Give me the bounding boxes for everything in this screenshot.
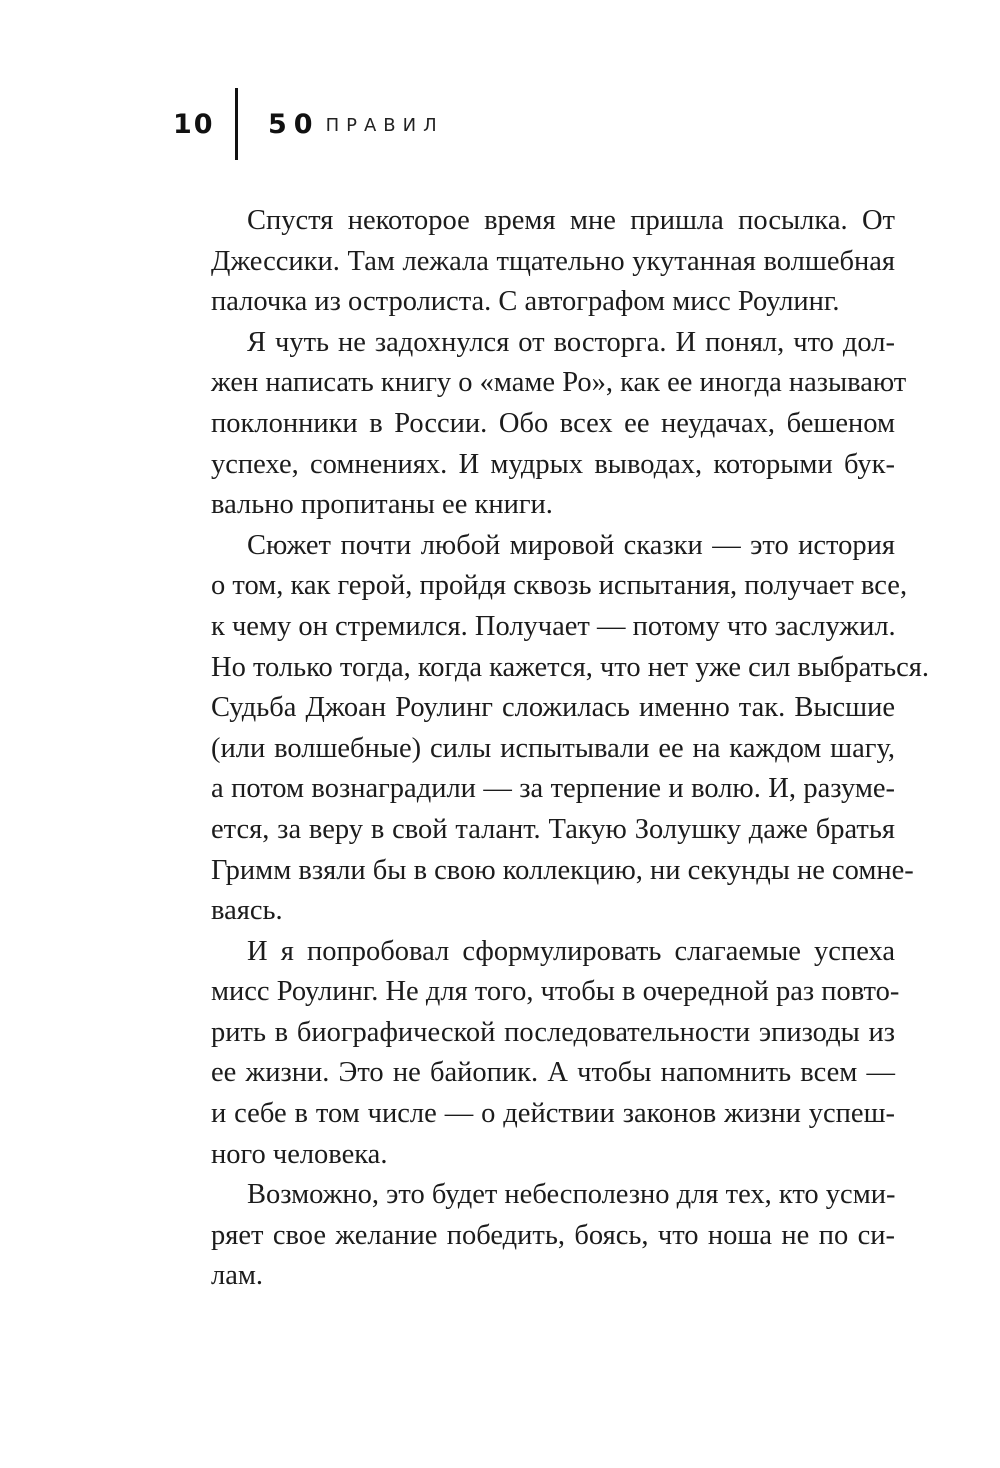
running-head (173, 88, 444, 160)
text-line: к чему он стремился. Получает — потому что заслужил. (211, 610, 896, 642)
text-line: о том, как герой, пройдя сквозь испытания, получает все, (211, 570, 908, 602)
text-line: жен написать книгу о «маме Ро», как ее иногда называют (211, 367, 907, 399)
text-line: вально пропитаны ее книги. (211, 489, 553, 521)
paragraph-3 (175, 526, 930, 932)
text-line: палочка из остролиста. С автографом мисс Роулинг. (211, 286, 840, 318)
text-line: Гримм взяли бы в свою коллекцию, ни секунды не сомне- (211, 854, 914, 886)
paragraph-2 (175, 323, 907, 526)
text-line: Но только тогда, когда кажется, что нет уже сил выбраться. (211, 651, 930, 683)
text-line: успехе, сомнениях. И мудрых выводах, которыми бук- (211, 448, 895, 480)
text-line: Возможно, это будет небесполезно для тех, кто усми- (247, 1179, 896, 1211)
text-line: мисс Роулинг. Не для того, чтобы в очередной раз повто- (211, 976, 900, 1008)
body-text (175, 201, 930, 1297)
text-line: Джессики. Там лежала тщательно укутанная волшебная (211, 245, 895, 277)
text-line: ного человека. (211, 1138, 388, 1170)
paragraph-5 (175, 1175, 895, 1297)
header-divider (235, 88, 238, 160)
text-line: и себе в том числе — о действии законов жизни успеш- (211, 1098, 895, 1130)
page-number: 10 (173, 108, 215, 140)
text-line: ряет свое желание победить, боясь, что ноша не по си- (211, 1219, 895, 1251)
book-title-number: 50 (268, 108, 320, 140)
text-line: рить в биографической последовательности эпизоды из (211, 1016, 895, 1048)
text-line: лам. (211, 1260, 264, 1292)
text-line: ее жизни. Это не байопик. А чтобы напомнить всем — (211, 1057, 895, 1089)
text-line: ваясь. (211, 895, 283, 927)
text-line: Я чуть не задохнулся от восторга. И понял, что дол- (247, 326, 895, 358)
paragraph-1 (175, 201, 895, 323)
text-line: поклонники в России. Обо всех ее неудачах, бешеном (211, 407, 895, 439)
book-title-word: ПРАВИЛ (325, 115, 444, 136)
text-line: И я попробовал сформулировать слагаемые успеха (247, 935, 895, 967)
text-line: ется, за веру в свой талант. Такую Золушку даже братья (211, 813, 895, 845)
text-line: Спустя некоторое время мне пришла посылка. От (247, 205, 895, 236)
text-line: (или волшебные) силы испытывали ее на каждом шагу, (211, 732, 895, 764)
text-line: Судьба Джоан Роулинг сложилась именно так. Высшие (211, 692, 895, 724)
text-line: Сюжет почти любой мировой сказки — это история (247, 529, 895, 561)
text-line: а потом вознаградили — за терпение и волю. И, разуме- (211, 773, 895, 805)
paragraph-4 (175, 932, 900, 1176)
